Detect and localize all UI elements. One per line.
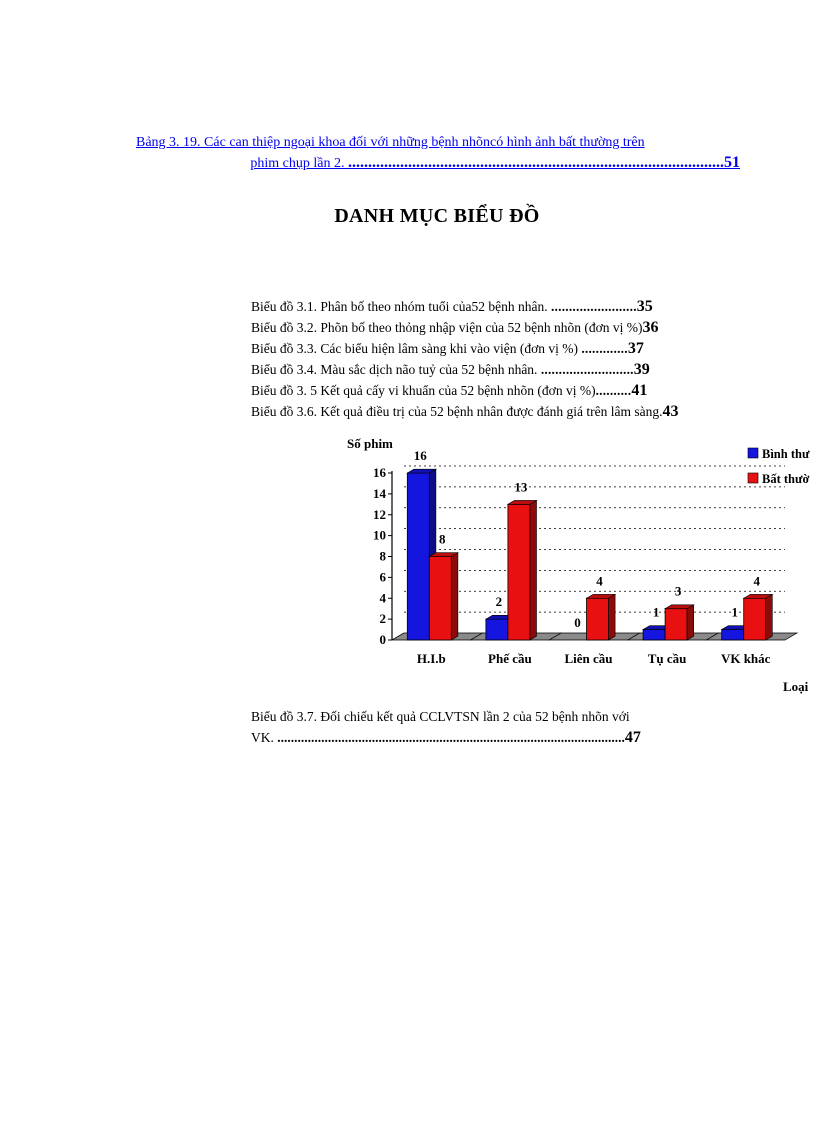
bar-side: [687, 605, 694, 640]
y-tick-label: 2: [379, 611, 386, 627]
toc-entry-text: Biểu đồ 3.7. Đối chiếu kết quả CCLVTSN lần 2 của 52 bệnh nhõn với: [251, 709, 630, 724]
toc-entry[interactable]: Biểu đồ 3.1. Phân bố theo nhóm tuổi của52 bệnh nhân. ........................35: [251, 298, 653, 315]
y-tick-label: 12: [373, 506, 386, 522]
x-tick-label: H.I.b: [416, 651, 446, 666]
x-tick-label: Tụ cầu: [647, 651, 687, 666]
toc-entry-text: Biểu đồ 3.4. Màu sắc dịch não tuỷ của 52 bệnh nhân.: [251, 362, 541, 377]
data-label: 16: [413, 448, 427, 463]
toc-entry-page: 37: [627, 340, 644, 357]
toc-entry-page: 36: [642, 319, 659, 336]
bar-side: [609, 594, 616, 640]
toc-entry-text: Biểu đồ 3.3. Các biểu hiện lâm sàng khi vào viện (đơn vị %): [251, 341, 582, 356]
toc-entry-text: Biểu đồ 3. 5 Kết quả cấy vi khuẩn của 52 bệnh nhõn (đơn vị %): [251, 383, 596, 398]
legend-swatch-series-2: [748, 473, 758, 483]
bar-side: [530, 500, 537, 640]
table-3-19-title-cont[interactable]: phim chụp lần 2. ..............................................................................................51: [250, 154, 740, 171]
bar: [407, 473, 429, 640]
legend-label-series-1: Bình thư: [762, 447, 810, 461]
chart-legend: [748, 447, 810, 486]
x-axis-label: Loại: [783, 679, 809, 694]
x-tick-label: Phế cầu: [488, 651, 532, 666]
toc-entry-text-cont: VK.: [251, 730, 278, 745]
data-label: 3: [674, 583, 682, 599]
bar-side: [451, 553, 458, 640]
data-label: 8: [439, 531, 446, 547]
bar: [665, 609, 687, 640]
toc-entry-text: Biểu đồ 3.1. Phân bố theo nhóm tuổi của52 bệnh nhân.: [251, 299, 551, 314]
y-tick-label: 8: [379, 548, 386, 564]
bar: [508, 504, 530, 640]
toc-entry-page: 39: [633, 361, 650, 378]
data-label: 4: [753, 573, 760, 589]
y-axis-label: Số phim: [347, 436, 393, 451]
bar: [486, 619, 508, 640]
data-label: 4: [596, 573, 603, 589]
data-label: 13: [514, 479, 528, 495]
chart-bars: [407, 469, 772, 640]
x-tick-label: VK khác: [720, 651, 771, 666]
toc-entry-page: 43: [662, 403, 679, 420]
bar: [722, 630, 744, 640]
toc-entry[interactable]: Biểu đồ 3.3. Các biểu hiện lâm sàng khi vào viện (đơn vị %) .............37: [251, 340, 644, 357]
data-label: 1: [731, 604, 738, 620]
y-tick-label: 4: [379, 590, 386, 606]
y-tick-label: 10: [373, 527, 386, 543]
toc-entry-page: 35: [636, 298, 653, 315]
chart-grid: [404, 466, 785, 612]
bar: [744, 598, 766, 640]
bar: [643, 630, 665, 640]
y-tick-label: 6: [379, 569, 386, 585]
toc-entry-3-7[interactable]: Biểu đồ 3.7. Đối chiếu kết quả CCLVTSN lần 2 của 52 bệnh nhõn với VK. .......................................................................................................47: [251, 706, 751, 748]
y-tick-label: 14: [373, 485, 386, 501]
toc-entry[interactable]: Biểu đồ 3. 5 Kết quả cấy vi khuẩn của 52 bệnh nhõn (đơn vị %)..........41: [251, 382, 648, 399]
table-3-19-page: 51: [724, 154, 740, 171]
toc-entry[interactable]: Biểu đồ 3.4. Màu sắc dịch não tuỷ của 52 bệnh nhân. ..........................39: [251, 361, 650, 378]
data-label: 1: [652, 604, 660, 620]
bar-side: [766, 594, 773, 640]
data-label: 2: [495, 594, 503, 610]
toc-entry-text: Biểu đồ 3.6. Kết quả điều trị của 52 bệnh nhân được đánh giá trên lâm sàng.: [251, 404, 663, 419]
toc-entry-page: 41: [631, 382, 648, 399]
y-tick-label: 0: [379, 632, 386, 647]
legend-label-series-2: Bất thườ: [762, 472, 810, 486]
y-tick-label: 16: [373, 465, 386, 480]
page-title: DANH MỤC BIỂU ĐỒ: [334, 205, 540, 227]
bar: [587, 598, 609, 640]
legend-swatch-series-1: [748, 448, 758, 458]
toc-entry-page: 47: [624, 729, 641, 746]
x-tick-label: Liên cầu: [564, 651, 613, 666]
bar: [429, 557, 451, 641]
toc-entry-text: Biểu đồ 3.2. Phõn bố theo thỏng nhập viện của 52 bệnh nhõn (đơn vị %): [251, 320, 643, 335]
data-label: 0: [574, 615, 581, 630]
table-3-19-title[interactable]: Bảng 3. 19. Các can thiệp ngoại khoa đối với những bệnh nhõncó hình ảnh bất thường trên: [136, 135, 645, 150]
